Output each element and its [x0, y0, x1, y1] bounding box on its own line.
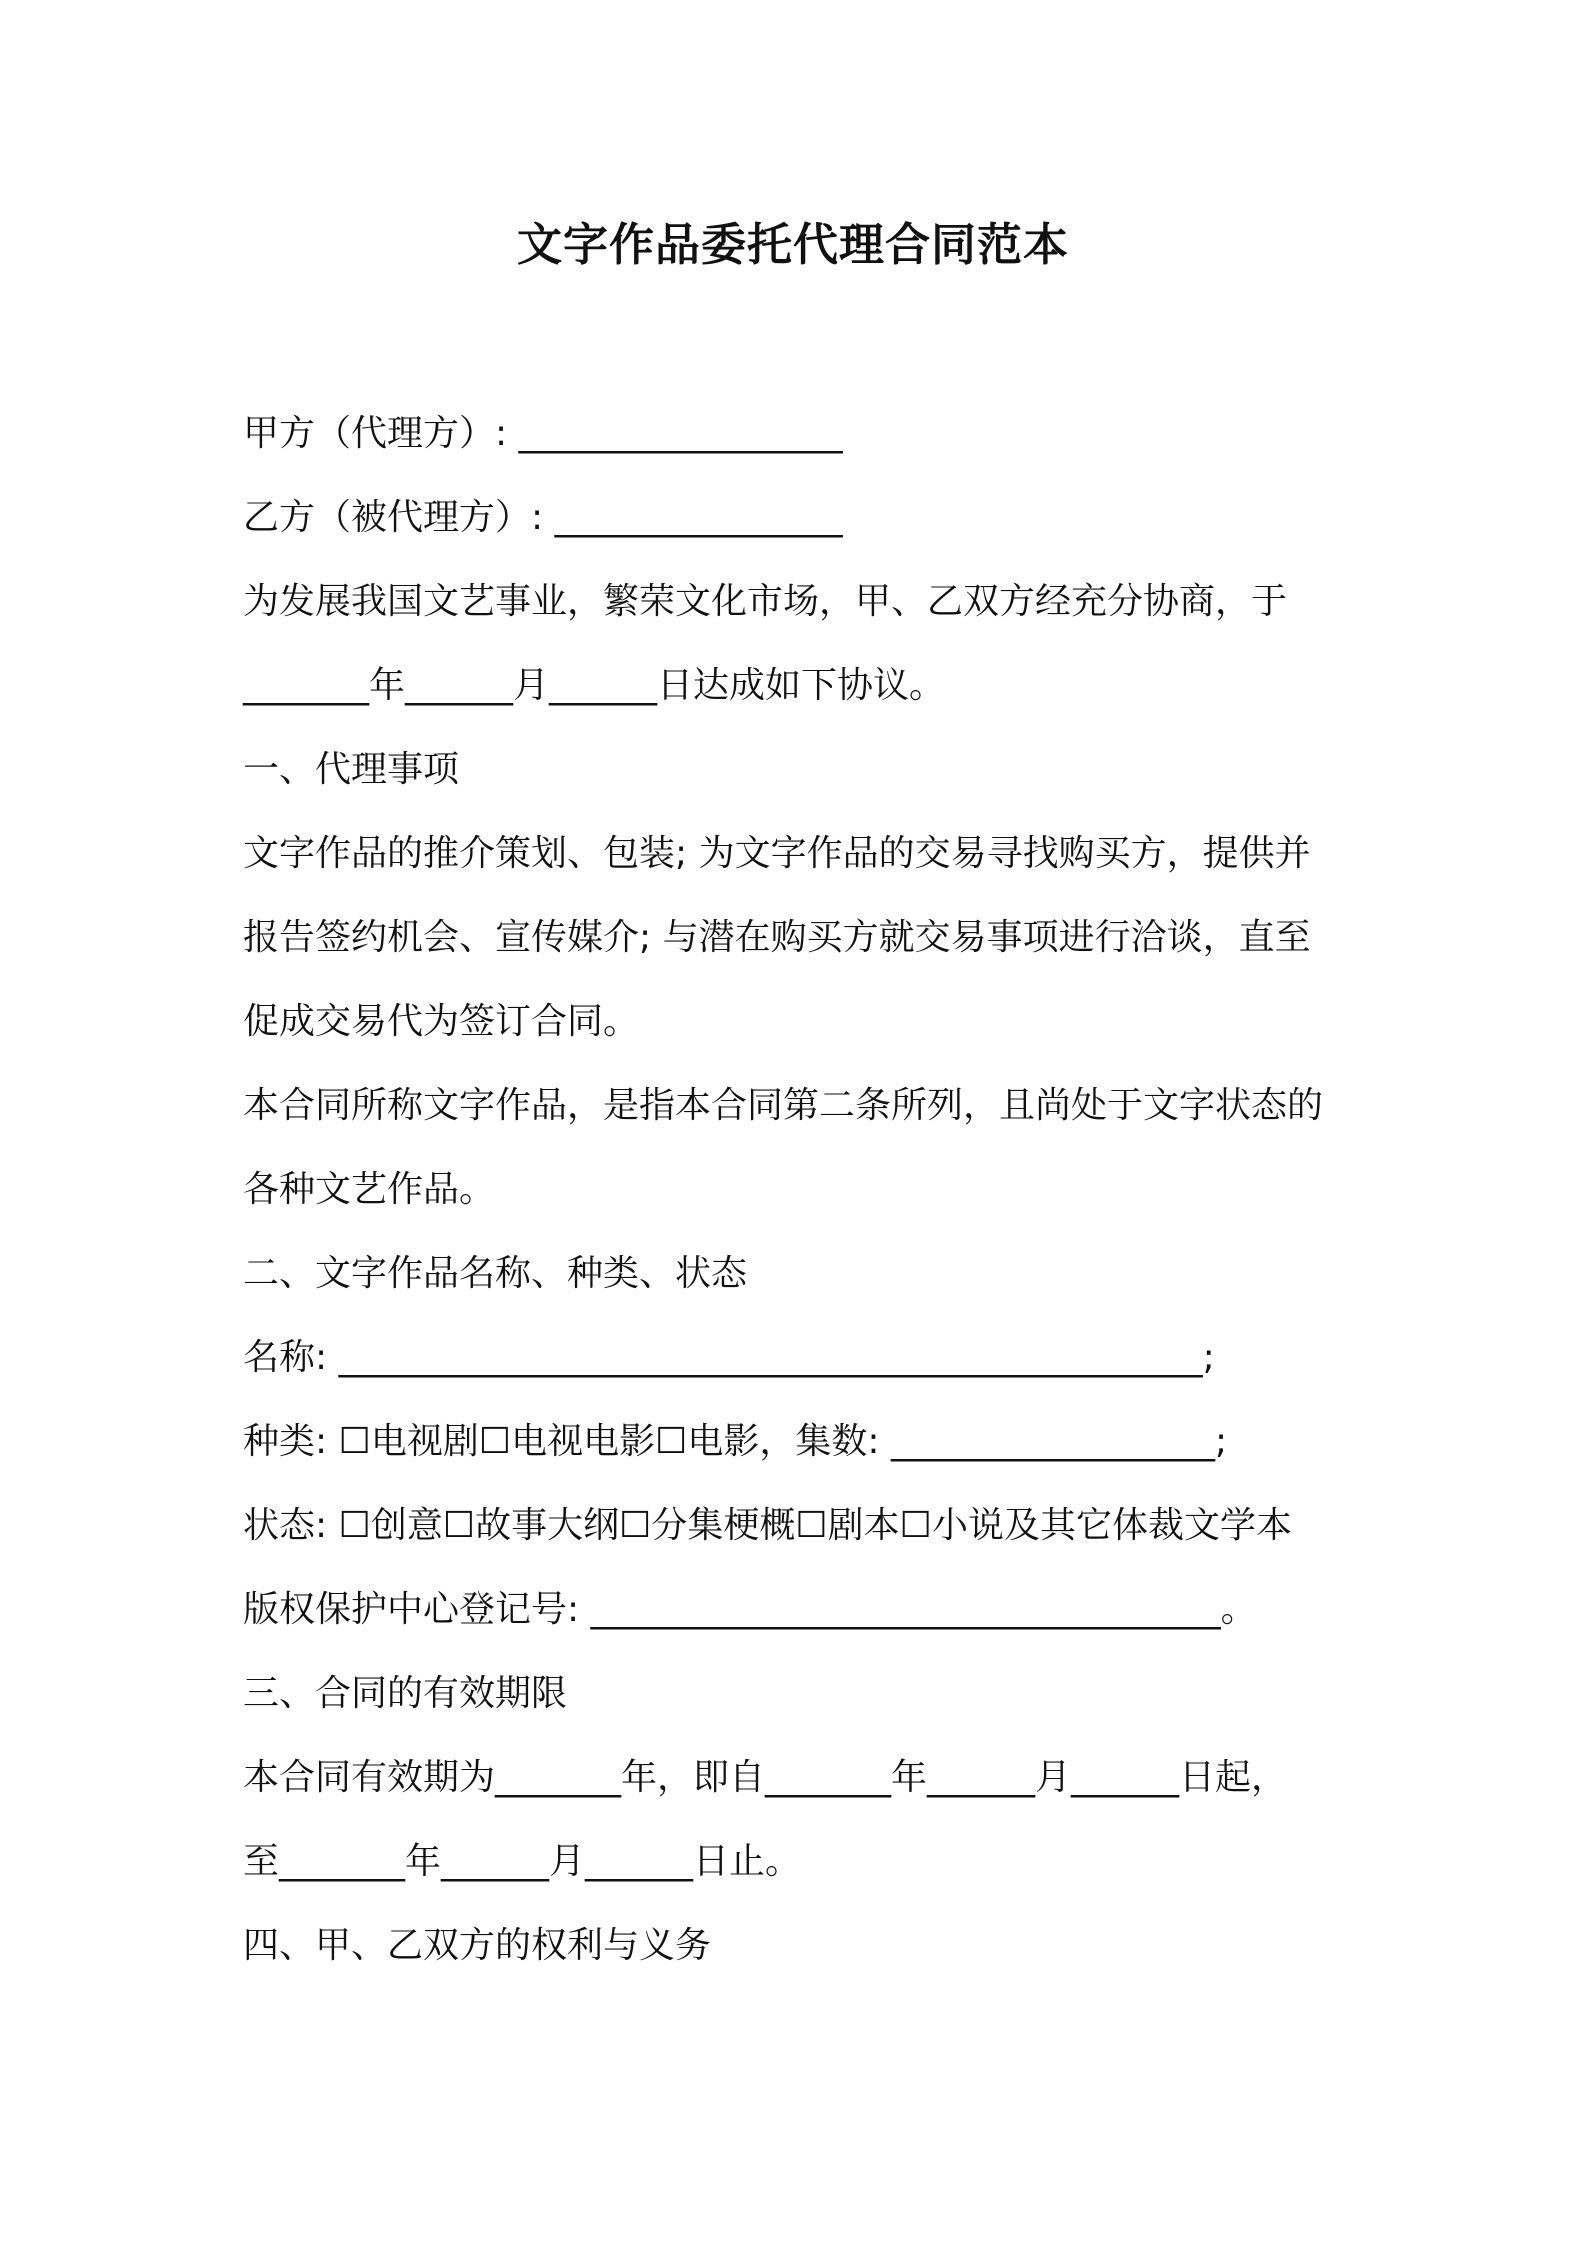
section-1-line-1: 文字作品的推介策划、包装; 为文字作品的交易寻找购买方，提供并 — [243, 833, 1311, 874]
work-status-line: 状态: ☐创意☐故事大纲☐分集梗概☐剧本☐小说及其它体裁文学本 — [243, 1505, 1292, 1546]
preamble-line-1: 为发展我国文艺事业，繁荣文化市场，甲、乙双方经充分协商，于 — [243, 581, 1288, 622]
section-heading-4: 四、甲、乙双方的权利与义务 — [243, 1925, 712, 1966]
section-1-line-5: 各种文艺作品。 — [243, 1169, 496, 1210]
party-a-line: 甲方（代理方）: __________________ — [243, 413, 843, 454]
section-heading-1: 一、代理事项 — [243, 749, 460, 790]
section-1-line-3: 促成交易代为签订合同。 — [243, 1001, 640, 1042]
section-heading-3: 三、合同的有效期限 — [243, 1673, 568, 1714]
preamble-line-2: _______年______月______日达成如下协议。 — [243, 665, 946, 706]
section-1-line-4: 本合同所称文字作品，是指本合同第二条所列，且尚处于文字状态的 — [243, 1085, 1324, 1126]
work-name-line: 名称: ________________________________________________; — [243, 1337, 1215, 1378]
validity-line-2: 至_______年______月______日止。 — [243, 1841, 802, 1882]
section-heading-2: 二、文字作品名称、种类、状态 — [243, 1253, 748, 1294]
party-b-line: 乙方（被代理方）: ________________ — [243, 497, 843, 538]
document-title: 文字作品委托代理合同范本 — [516, 218, 1069, 271]
validity-line-1: 本合同有效期为_______年，即自_______年______月______日起， — [243, 1757, 1288, 1798]
registration-number-line: 版权保护中心登记号: ___________________________________。 — [243, 1589, 1257, 1630]
section-1-line-2: 报告签约机会、宣传媒介; 与潜在购买方就交易事项进行洽谈，直至 — [243, 917, 1311, 958]
work-type-line: 种类: ☐电视剧☐电视电影☐电影，集数: __________________; — [243, 1421, 1228, 1462]
